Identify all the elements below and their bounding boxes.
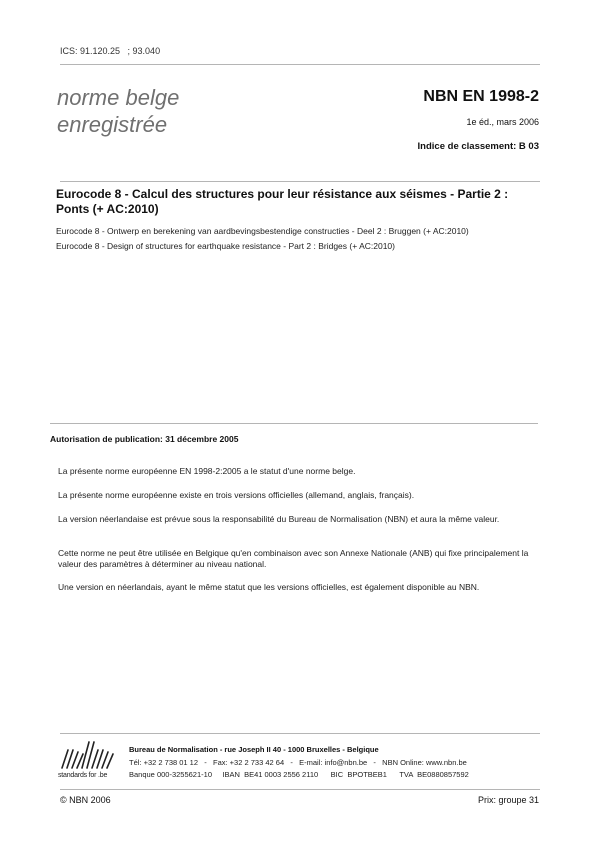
paragraph: La présente norme européenne EN 1998-2:2005 a le statut d'une norme belge. [58,466,356,476]
paragraph: La présente norme européenne existe en trois versions officielles (allemand, anglais, français). [58,490,415,500]
title-divider [60,181,540,182]
header-divider [60,64,540,65]
document-title-en: Eurocode 8 - Design of structures for earthquake resistance - Part 2 : Bridges (+ AC:2010) [56,241,395,251]
edition-date: 1e éd., mars 2006 [466,117,539,127]
footer-divider [60,733,540,734]
copyright: © NBN 2006 [60,795,111,805]
price-group: Prix: groupe 31 [477,795,539,805]
publication-authorization: Autorisation de publication: 31 décembre 2005 [50,434,239,444]
paragraph: Une version en néerlandais, ayant le même statut que les versions officielles, est également disponible au NBN. [58,582,480,592]
norm-status-line-1: norme belge [57,85,180,110]
paragraph: Cette norme ne peut être utilisée en Belgique qu'en combinaison avec son Annexe Nationale (ANB) qui fixe principalement la valeur des paramètres à déterminer au niveau national. [58,548,529,569]
footer-bank: Banque 000-3255621-10 IBAN BE41 0003 2556 2110 BIC BPOTBEB1 TVA BE0880857592 [129,770,469,779]
logo-tagline: standards for .be [58,772,108,779]
body-divider [50,423,538,424]
bottom-divider [60,789,540,790]
ics-code: ICS: 91.120.25 ; 93.040 [60,46,161,56]
document-title-nl: Eurocode 8 - Ontwerp en berekening van aardbevingsbestendige constructies - Deel 2 : Bruggen (+ AC:2010) [56,226,469,236]
document-title-fr: Eurocode 8 - Calcul des structures pour leur résistance aux séismes - Partie 2 : Ponts (+ AC:2010) [56,187,509,216]
norm-status-title [57,84,179,138]
paragraph: La version néerlandaise est prévue sous la responsabilité du Bureau de Normalisation (NBN) et aura la même valeur. [58,514,500,524]
norm-status-line-2: enregistrée [57,112,168,137]
footer-contact: Tél: +32 2 738 01 12 - Fax: +32 2 733 42 64 - E-mail: info@nbn.be - NBN Online: www.nbn.be [129,758,467,767]
classification-index: Indice de classement: B 03 [417,141,539,152]
footer-address: Bureau de Normalisation - rue Joseph II 40 - 1000 Bruxelles - Belgique [129,745,379,754]
standard-number: NBN EN 1998-2 [423,88,539,105]
